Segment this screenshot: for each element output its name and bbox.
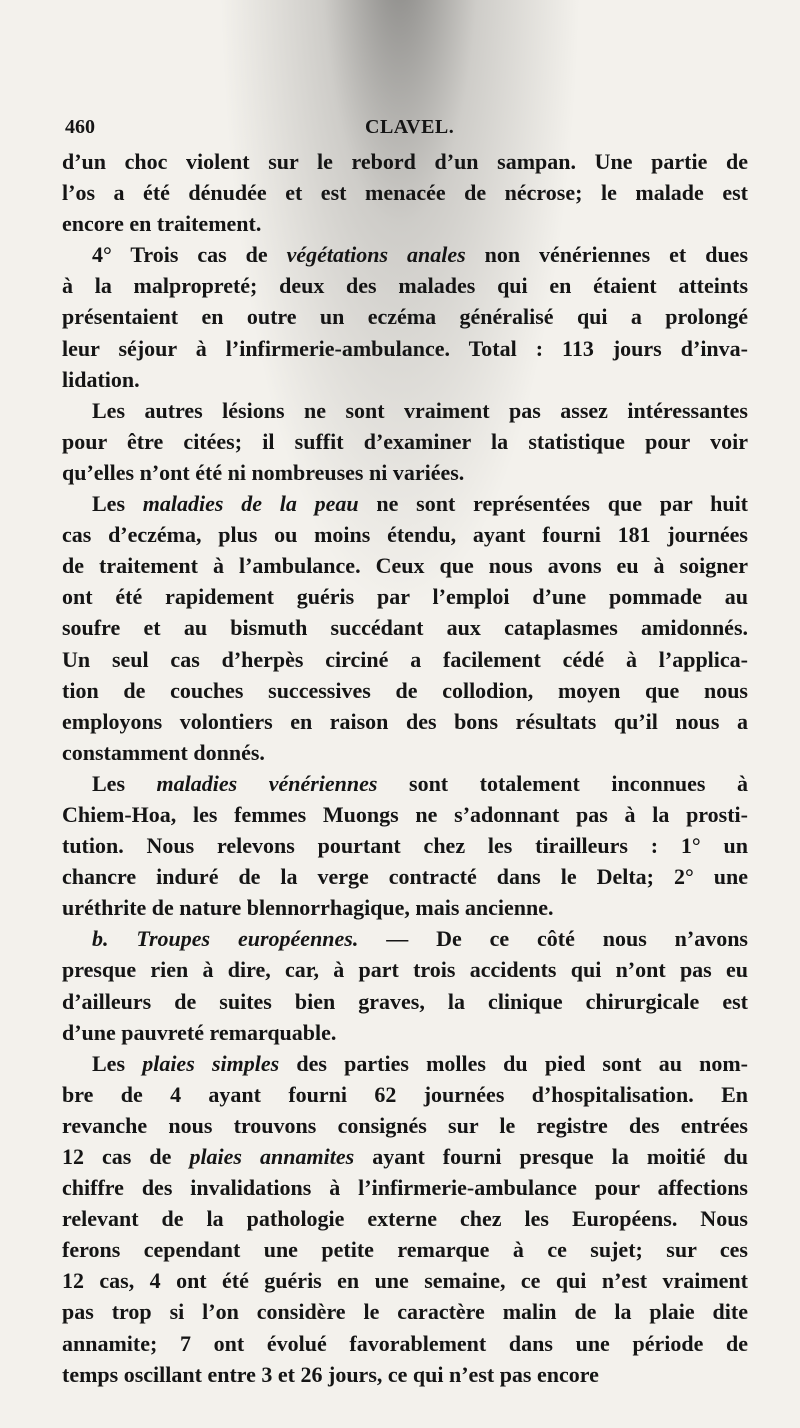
text-segment: — De ce côté nous n’avons <box>358 926 748 952</box>
text-line <box>62 1203 748 1234</box>
text-segment: sont totalement inconnues à <box>377 770 749 796</box>
text-line <box>62 612 748 643</box>
text-segment: ferons cependant une petite remarque à ce sujet; sur ces <box>62 1237 748 1263</box>
text-line <box>62 644 748 675</box>
paragraph <box>62 488 748 768</box>
text-line <box>62 208 748 239</box>
text-line <box>62 301 748 332</box>
text-segment: annamite; 7 ont évolué favorablement dans une période de <box>62 1330 748 1356</box>
text-segment: chiffre des invalidations à l’infirmerie-ambulance pour affections <box>62 1175 748 1201</box>
italic-phrase: b. Troupes européennes. <box>92 926 359 952</box>
text-line <box>62 892 748 923</box>
text-segment: Les autres lésions ne sont vraiment pas assez intéressantes <box>92 397 748 423</box>
text-segment: revanche nous trouvons consignés sur le registre des entrées <box>62 1112 748 1138</box>
text-line <box>62 706 748 737</box>
text-segment: Les <box>92 491 143 517</box>
text-line <box>62 519 748 550</box>
text-line <box>62 1017 748 1048</box>
paragraph <box>62 239 748 394</box>
text-line <box>62 1296 748 1327</box>
text-segment: cas d’eczéma, plus ou moins étendu, ayant fourni 181 journées <box>62 522 748 548</box>
text-segment: à la malpropreté; deux des malades qui en étaient atteints <box>62 273 748 299</box>
paragraph <box>62 146 748 239</box>
text-line <box>62 1359 748 1390</box>
text-segment: lidation. <box>62 366 140 392</box>
text-segment: employons volontiers en raison des bons résultats qu’il nous a <box>62 708 748 734</box>
paragraph <box>62 395 748 488</box>
text-line <box>62 333 748 364</box>
text-segment: d’une pauvreté remarquable. <box>62 1019 337 1045</box>
text-segment: chancre induré de la verge contracté dans le Delta; 2° une <box>62 864 748 890</box>
text-segment: d’un choc violent sur le rebord d’un sampan. Une partie de <box>62 149 748 174</box>
text-line <box>62 1172 748 1203</box>
italic-phrase: plaies simples <box>142 1050 280 1076</box>
text-line <box>62 581 748 612</box>
text-line <box>62 861 748 892</box>
text-segment: ont été rapidement guéris par l’emploi d’une pommade au <box>62 584 748 610</box>
text-segment: ayant fourni presque la moitié du <box>354 1144 749 1169</box>
running-title: CLAVEL. <box>365 116 455 138</box>
page-number: 460 <box>65 116 95 138</box>
text-segment: tion de couches successives de collodion, moyen que nous <box>62 677 748 703</box>
text-line <box>62 986 748 1017</box>
text-segment: Un seul cas d’herpès circiné a facilement cédé à l’applica- <box>62 646 748 672</box>
text-line <box>62 1141 748 1172</box>
text-segment: l’os a été dénudée et est menacée de nécrose; le malade est <box>62 180 748 206</box>
text-line <box>62 364 748 395</box>
text-segment: Les <box>92 770 157 796</box>
text-segment: presque rien à dire, car, à part trois accidents qui n’ont pas eu <box>62 957 748 983</box>
text-segment: ne sont représentées que par huit <box>358 491 749 517</box>
text-line <box>62 1079 748 1110</box>
text-segment: tution. Nous relevons pourtant chez les tirailleurs : 1° un <box>62 833 748 859</box>
text-segment: pas trop si l’on considère le caractère malin de la plaie dite <box>62 1299 748 1325</box>
italic-phrase: plaies annamites <box>189 1144 355 1169</box>
text-line <box>62 270 748 301</box>
text-line <box>62 768 748 799</box>
text-segment: qu’elles n’ont été ni nombreuses ni variées. <box>62 459 465 485</box>
text-line <box>62 1048 748 1079</box>
text-line <box>62 1234 748 1265</box>
text-line <box>62 799 748 830</box>
text-segment: temps oscillant entre 3 et 26 jours, ce qui n’est pas encore <box>62 1361 599 1387</box>
text-line <box>62 457 748 488</box>
italic-phrase: maladies de la peau <box>142 491 359 517</box>
text-segment: encore en traitement. <box>62 211 262 237</box>
text-segment: 4° Trois cas de <box>92 242 287 268</box>
italic-phrase: végétations anales <box>286 242 466 268</box>
text-segment: présentaient en outre un eczéma généralisé qui a prolongé <box>62 304 748 330</box>
text-line <box>62 737 748 768</box>
text-line <box>62 923 748 954</box>
text-line <box>62 426 748 457</box>
paragraph <box>62 923 748 1047</box>
text-line <box>62 954 748 985</box>
text-segment: des parties molles du pied sont au nom- <box>279 1050 749 1076</box>
text-segment: 12 cas, 4 ont été guéris en une semaine, ce qui n’est vraiment <box>62 1268 748 1294</box>
text-segment: soufre et au bismuth succédant aux cataplasmes amidonnés. <box>62 615 748 641</box>
text-line <box>62 830 748 861</box>
text-line <box>62 177 748 208</box>
text-segment: de traitement à l’ambulance. Ceux que nous avons eu à soigner <box>62 553 748 579</box>
text-segment: uréthrite de nature blennorrhagique, mais ancienne. <box>62 895 554 921</box>
italic-phrase: maladies vénériennes <box>156 770 378 796</box>
page-header <box>65 116 745 146</box>
text-line <box>62 146 748 177</box>
text-line <box>62 1110 748 1141</box>
body-text <box>62 146 748 1390</box>
text-line <box>62 239 748 270</box>
text-segment: 12 cas de <box>62 1144 190 1169</box>
text-line <box>62 395 748 426</box>
text-line <box>62 488 748 519</box>
text-segment: leur séjour à l’infirmerie-ambulance. Total : 113 jours d’inva- <box>62 335 748 361</box>
text-segment: constamment donnés. <box>62 739 265 765</box>
text-segment: bre de 4 ayant fourni 62 journées d’hospitalisation. En <box>62 1081 748 1107</box>
text-segment: non vénériennes et dues <box>465 242 749 268</box>
text-segment: d’ailleurs de suites bien graves, la clinique chirurgicale est <box>62 988 748 1014</box>
text-line <box>62 1328 748 1359</box>
text-segment: pour être citées; il suffit d’examiner la statistique pour voir <box>62 428 748 454</box>
paragraph <box>62 768 748 923</box>
text-line <box>62 1265 748 1296</box>
text-line <box>62 550 748 581</box>
paragraph <box>62 1048 748 1390</box>
text-line <box>62 675 748 706</box>
text-segment: Les <box>92 1050 143 1076</box>
text-segment: Chiem-Hoa, les femmes Muongs ne s’adonnant pas à la prosti- <box>62 801 748 827</box>
text-segment: relevant de la pathologie externe chez les Européens. Nous <box>62 1206 748 1232</box>
